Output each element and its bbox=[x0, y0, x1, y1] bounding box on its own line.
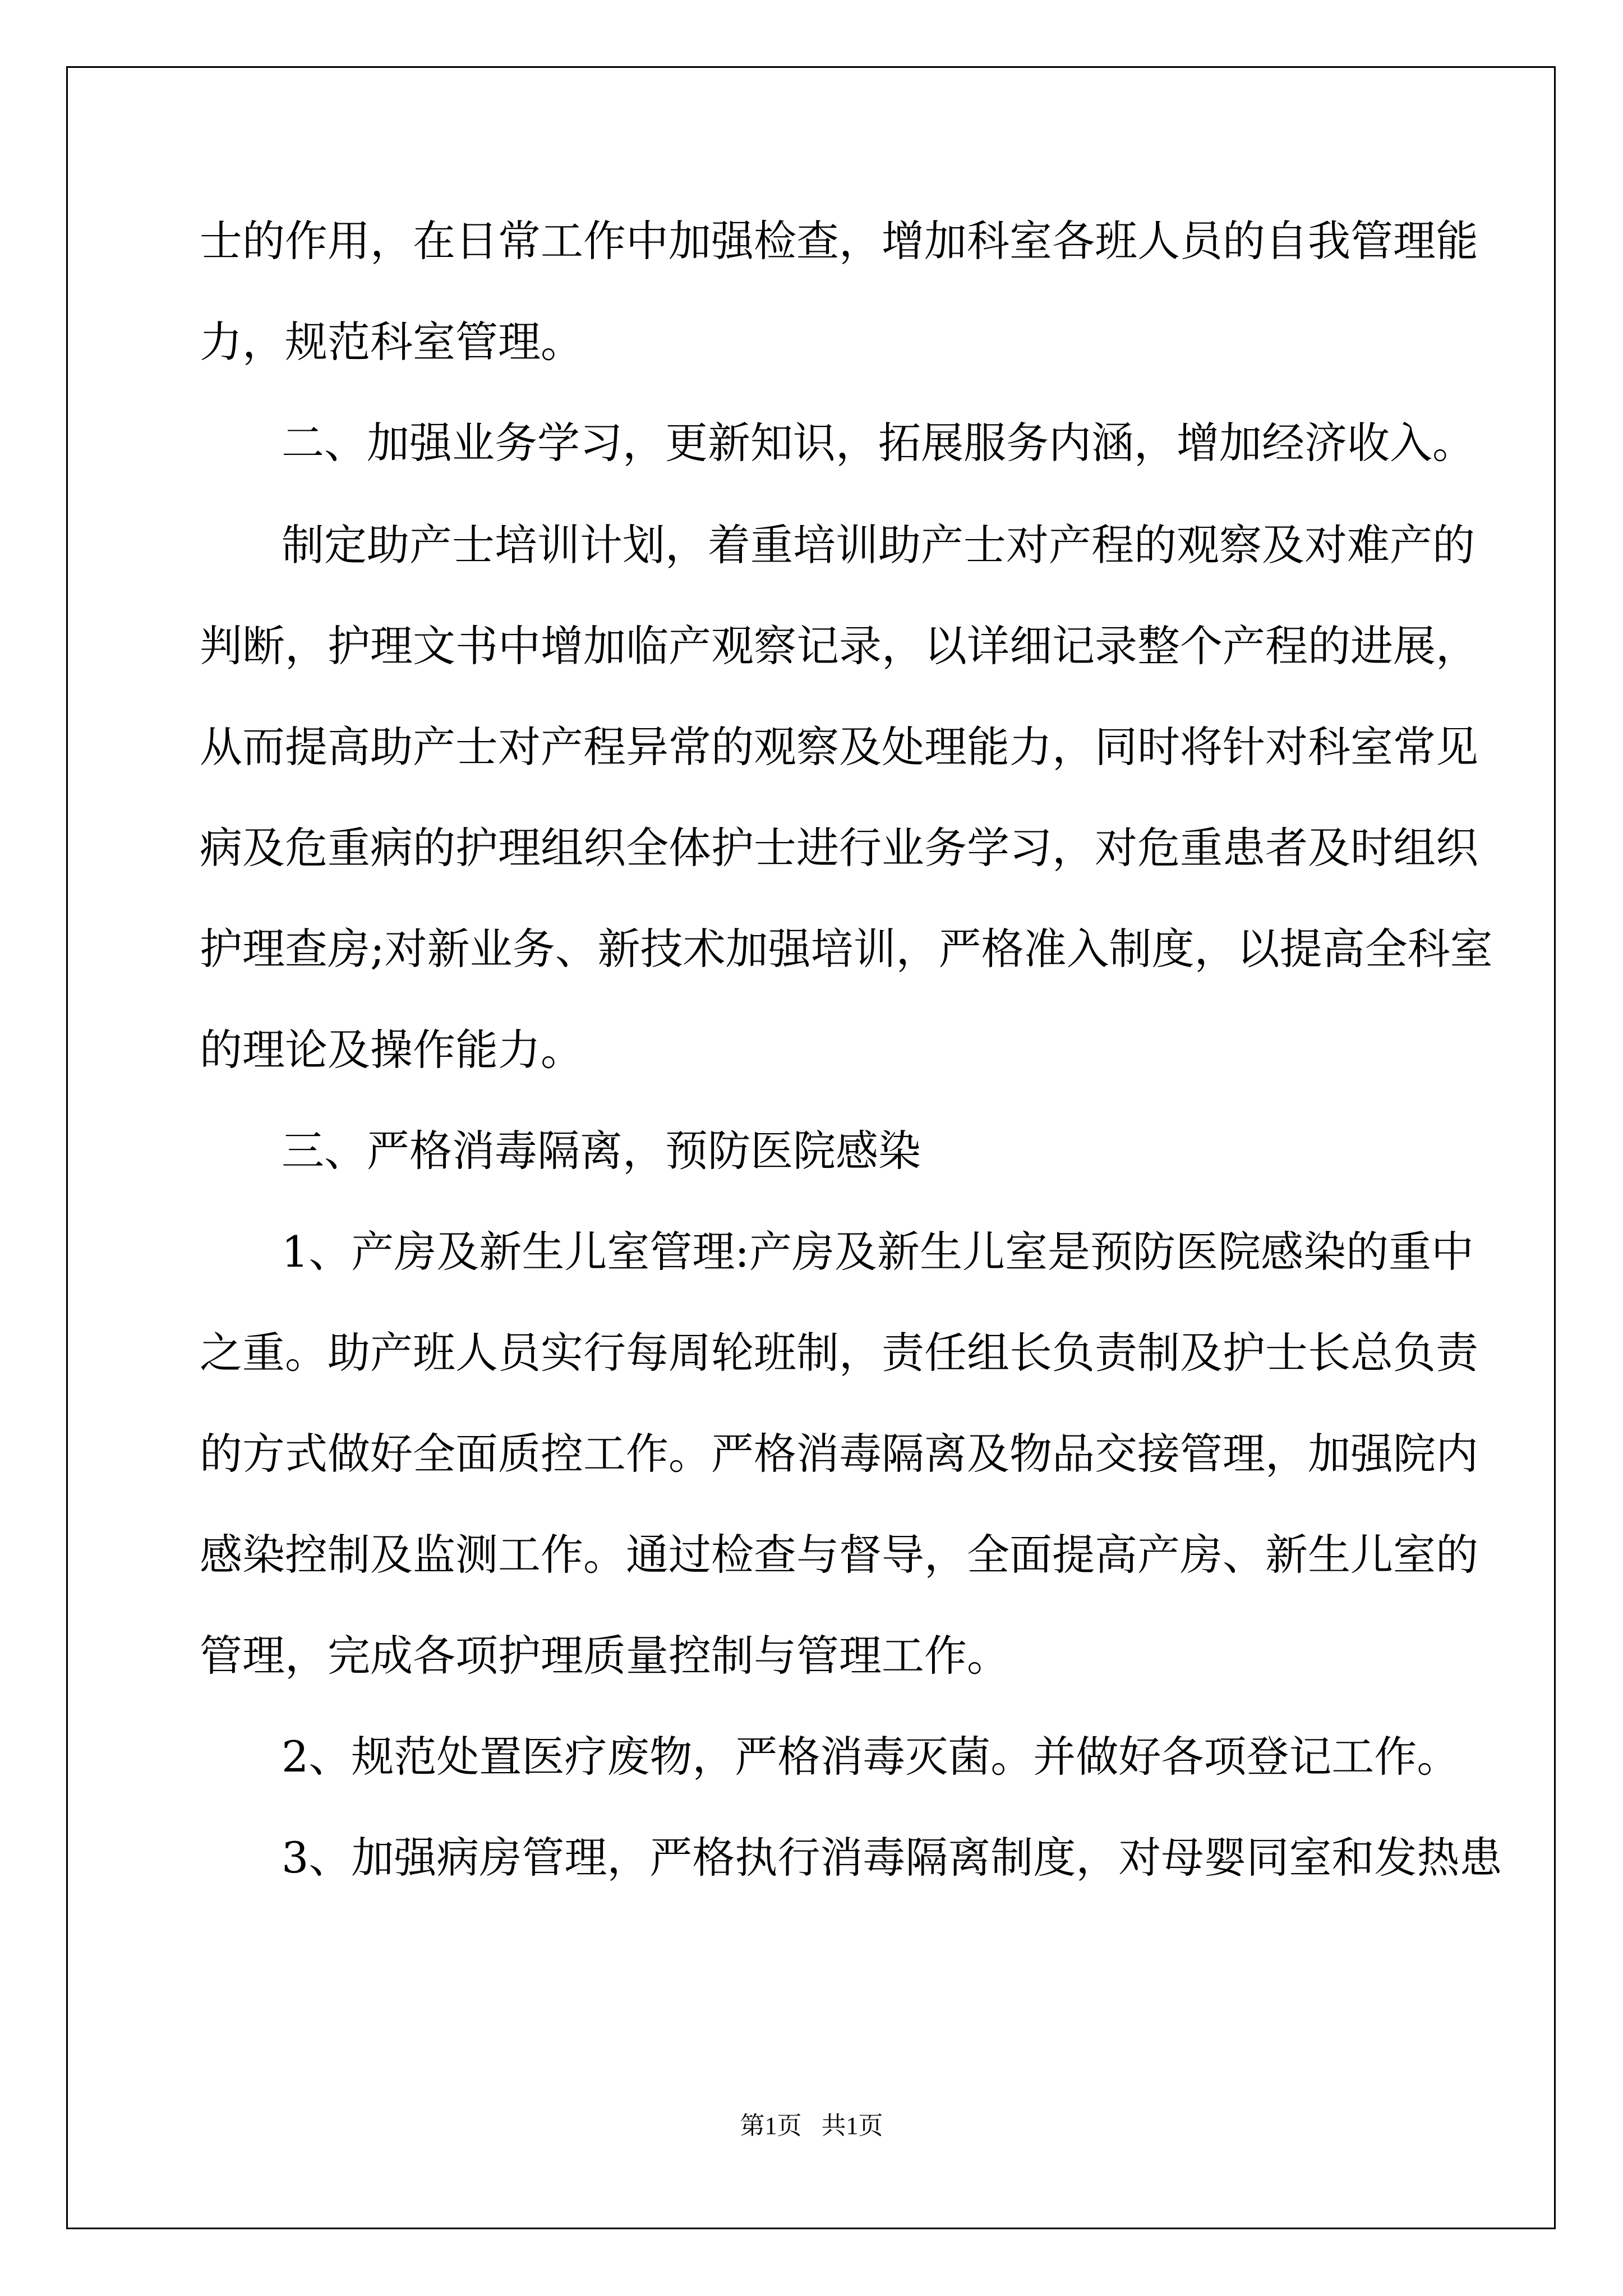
paragraph-first-line: 3、加强病房管理，严格执行消毒隔离制度，对母婴同室和发热患 bbox=[282, 1833, 1502, 1883]
text-line: 士的作用，在日常工作中加强检查，增加科室各班人员的自我管理能 bbox=[200, 216, 1478, 266]
text-line: 从而提高助产士对产程异常的观察及处理能力，同时将针对科室常见 bbox=[200, 722, 1478, 772]
text-line: 之重。助产班人员实行每周轮班制，责任组长负责制及护士长总负责 bbox=[200, 1328, 1478, 1378]
text-line: 病及危重病的护理组织全体护士进行业务学习，对危重患者及时组织 bbox=[200, 823, 1478, 873]
page-footer bbox=[0, 2109, 1623, 2143]
text-line: 感染控制及监测工作。通过检查与督导，全面提高产房、新生儿室的 bbox=[200, 1530, 1478, 1580]
text-line: 护理查房;对新业务、新技术加强培训，严格准入制度，以提高全科室 bbox=[200, 924, 1493, 974]
text-line: 的理论及操作能力。 bbox=[200, 1025, 583, 1075]
text-line: 的方式做好全面质控工作。严格消毒隔离及物品交接管理，加强院内 bbox=[200, 1429, 1478, 1479]
paragraph-first-line: 制定助产士培训计划，着重培训助产士对产程的观察及对难产的 bbox=[282, 520, 1475, 570]
text-line: 力，规范科室管理。 bbox=[200, 317, 583, 367]
section-heading: 三、严格消毒隔离，预防医院感染 bbox=[282, 1126, 921, 1176]
section-heading: 二、加强业务学习，更新知识，拓展服务内涵，增加经济收入。 bbox=[282, 418, 1475, 468]
page-number: 第1页 bbox=[740, 2112, 802, 2139]
paragraph-first-line: 2、规范处置医疗废物，严格消毒灭菌。并做好各项登记工作。 bbox=[282, 1732, 1460, 1782]
paragraph-first-line: 1、产房及新生儿室管理:产房及新生儿室是预防医院感染的重中 bbox=[282, 1227, 1474, 1277]
text-line: 判断，护理文书中增加临产观察记录，以详细记录整个产程的进展， bbox=[200, 621, 1478, 671]
text-line: 管理，完成各项护理质量控制与管理工作。 bbox=[200, 1631, 1009, 1681]
page-total: 共1页 bbox=[821, 2112, 883, 2139]
